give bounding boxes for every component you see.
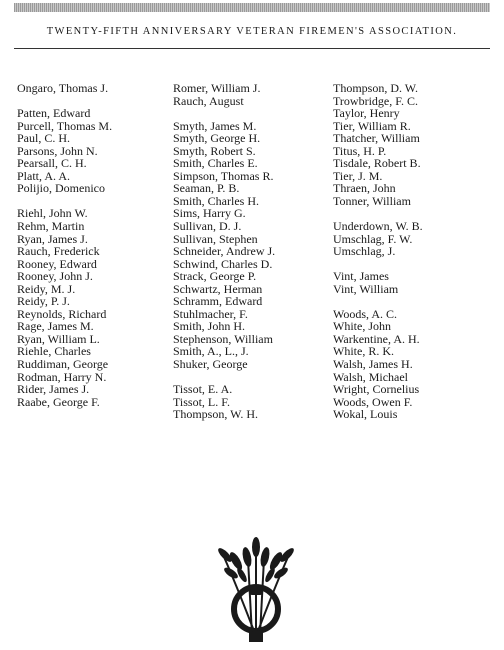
list-gap xyxy=(333,295,423,308)
member-name: Sims, Harry G. xyxy=(173,206,246,221)
member-name: Seaman, P. B. xyxy=(173,181,240,196)
member-name: Sullivan, Stephen xyxy=(173,231,258,246)
member-name: Tissot, L. F. xyxy=(173,394,230,409)
member-name: Ryan, William L. xyxy=(17,331,100,346)
names-column-2 xyxy=(173,82,275,421)
member-name: Smith, John H. xyxy=(173,319,246,334)
member-name: Rage, James M. xyxy=(17,319,94,334)
member-name: Paul, C. H. xyxy=(17,131,71,146)
member-name: Woods, Owen F. xyxy=(333,394,413,409)
member-name: Smith, Charles H. xyxy=(173,193,259,208)
member-name: Rodman, Harry N. xyxy=(17,369,107,384)
wheat-sheaf-wreath-icon xyxy=(214,535,298,645)
member-name: Underdown, W. B. xyxy=(333,219,423,234)
member-name: Rider, James J. xyxy=(17,382,90,397)
member-name: Raabe, George F. xyxy=(17,394,100,409)
member-name: Thatcher, William xyxy=(333,131,420,146)
member-name: Rooney, Edward xyxy=(17,256,97,271)
member-name: Titus, H. P. xyxy=(333,143,387,158)
member-name: Stuhlmacher, F. xyxy=(173,306,248,321)
member-name: Ongaro, Thomas J. xyxy=(17,81,109,95)
member-name: Wokal, Louis xyxy=(333,407,398,422)
member-name: Rooney, John J. xyxy=(17,269,93,284)
member-name: Rehm, Martin xyxy=(17,219,85,234)
member-name: Smyth, Robert S. xyxy=(173,143,256,158)
member-name: Riehl, John W. xyxy=(17,206,88,221)
member-name: Smyth, George H. xyxy=(173,131,261,146)
member-name: Walsh, Michael xyxy=(333,369,409,384)
member-name: Walsh, James H. xyxy=(333,357,413,372)
member-name: Schwind, Charles D. xyxy=(173,256,273,271)
member-name: Schramm, Edward xyxy=(173,294,263,309)
member-name: Thompson, D. W. xyxy=(333,81,419,95)
names-column-1 xyxy=(17,82,112,408)
member-name: Polijio, Domenico xyxy=(17,181,105,196)
top-border-band xyxy=(14,3,490,12)
member-name: Wright, Cornelius xyxy=(333,382,420,397)
member-name: Sullivan, D. J. xyxy=(173,219,242,234)
member-name: Reidy, P. J. xyxy=(17,294,70,309)
member-name: Riehle, Charles xyxy=(17,344,91,359)
member-name: Thompson, W. H. xyxy=(173,407,259,422)
member-name: Trowbridge, F. C. xyxy=(333,93,418,108)
member-name: Umschlag, F. W. xyxy=(333,231,413,246)
member-name: Umschlag, J. xyxy=(333,244,396,259)
member-name: Romer, William J. xyxy=(173,81,261,95)
member-name: Ryan, James J. xyxy=(17,231,88,246)
member-name: Smyth, James M. xyxy=(173,118,257,133)
member-name: Schwartz, Herman xyxy=(173,281,263,296)
member-name: Reidy, M. J. xyxy=(17,281,76,296)
member-name: Pearsall, C. H. xyxy=(17,156,87,171)
member-name: Simpson, Thomas R. xyxy=(173,168,274,183)
member-name: Tier, William R. xyxy=(333,118,411,133)
member-name: Smith, A., L., J. xyxy=(173,344,249,359)
member-name: Parsons, John N. xyxy=(17,143,98,158)
member-name: Stephenson, William xyxy=(173,331,273,346)
member-name: Purcell, Thomas M. xyxy=(17,118,113,133)
member-name: Woods, A. C. xyxy=(333,306,398,321)
member-name: Ruddiman, George xyxy=(17,357,109,372)
member-name: Tier, J. M. xyxy=(333,168,383,183)
header-rule xyxy=(14,48,490,49)
member-name: Smith, Charles E. xyxy=(173,156,258,171)
member-name: Shuker, George xyxy=(173,357,248,372)
member-name: Thraen, John xyxy=(333,181,396,196)
member-name: Vint, William xyxy=(333,281,399,296)
member-name: Schneider, Andrew J. xyxy=(173,244,276,259)
member-name: Strack, George P. xyxy=(173,269,257,284)
page-header: TWENTY-FIFTH ANNIVERSARY VETERAN FIREMEN'S ASSOCIATION. xyxy=(46,26,458,37)
names-column-3 xyxy=(333,82,423,421)
member-name: White, R. K. xyxy=(333,344,394,359)
member-name: Patten, Edward xyxy=(17,106,91,121)
member-name: Warkentine, A. H. xyxy=(333,331,420,346)
member-name: Tissot, E. A. xyxy=(173,382,233,397)
member-name: Platt, A. A. xyxy=(17,168,71,183)
member-name: Tisdale, Robert B. xyxy=(333,156,421,171)
member-name: White, John xyxy=(333,319,391,334)
list-gap xyxy=(173,107,275,120)
member-name: Taylor, Henry xyxy=(333,106,400,121)
member-name: Tonner, William xyxy=(333,193,411,208)
member-name: Rauch, Frederick xyxy=(17,244,100,259)
member-name: Reynolds, Richard xyxy=(17,306,107,321)
member-name: Vint, James xyxy=(333,269,389,284)
member-name: Rauch, August xyxy=(173,93,244,108)
